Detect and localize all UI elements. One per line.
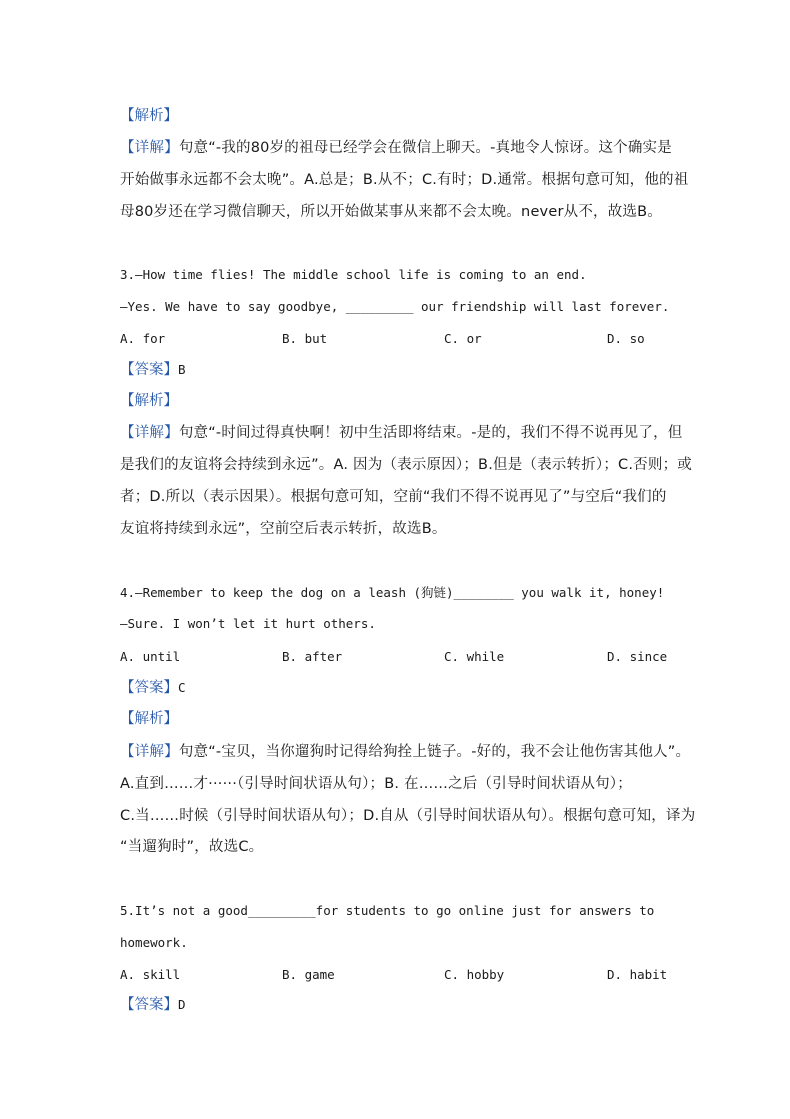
option-c: C. or (444, 331, 482, 346)
answer-value: C (178, 680, 186, 695)
detail-paragraph-line: 【详解】句意“-时间过得真快啊！初中生活即将结束。-是的，我们不得不说再见了，但 (120, 425, 683, 441)
option-b: B. but (282, 331, 328, 346)
answer-value: B (178, 362, 186, 377)
detail-paragraph-line: 【详解】句意“-我的80岁的祖母已经学会在微信上聊天。-真地令人惊讶。这个确实是 (120, 140, 672, 156)
detail-paragraph-line: 开始做事永远都不会太晚”。A.总是；B.从不；C.有时；D.通常。根据句意可知，他的祖 (120, 172, 689, 188)
question-4-answer (120, 676, 186, 697)
detail-paragraph-line: C.当……时候（引导时间状语从句）；D.自从（引导时间状语从句）。根据句意可知，译为 (120, 808, 696, 824)
analysis-tag: 【解析】 (120, 711, 178, 727)
option-d: D. since (607, 649, 668, 664)
option-a: A. until (120, 649, 181, 664)
detail-paragraph-line: “当遛狗时”，故选C。 (120, 839, 264, 855)
option-a: A. skill (120, 967, 181, 982)
detail-tag: 【详解】 (120, 744, 179, 760)
question-4-stem: 4.—Remember to keep the dog on a leash (狗链)________ you walk it, honey! (120, 585, 665, 600)
detail-paragraph-line: 母80岁还在学习微信聊天，所以开始做某事从来都不会太晚。never从不，故选B。 (120, 204, 662, 220)
question-4-stem-reply: —Sure. I won’t let it hurt others. (120, 616, 376, 631)
question-3-stem: 3.—How time flies! The middle school life is coming to an end. (120, 267, 587, 282)
question-5-stem: 5.It’s not a good_________for students to go online just for answers to (120, 903, 655, 918)
detail-paragraph-line: 者；D.所以（表示因果）。根据句意可知，空前“我们不得不说再见了”与空后“我们的 (120, 489, 667, 505)
answer-value: D (178, 997, 186, 1012)
question-5-stem-continued: homework. (120, 935, 188, 950)
answer-tag: 【答案】 (120, 997, 178, 1013)
option-d: D. so (607, 331, 645, 346)
question-3-stem-reply: —Yes. We have to say goodbye, _________ our friendship will last forever. (120, 299, 670, 314)
answer-tag: 【答案】 (120, 680, 178, 696)
option-c: C. hobby (444, 967, 505, 982)
answer-tag: 【答案】 (120, 362, 178, 378)
option-b: B. game (282, 967, 335, 982)
detail-paragraph-line: 友谊将持续到永远”，空前空后表示转折，故选B。 (120, 521, 447, 537)
analysis-tag: 【解析】 (120, 108, 178, 124)
detail-paragraph-line: 是我们的友谊将会持续到永远”。A. 因为（表示原因）；B.但是（表示转折）；C.否则；或 (120, 457, 692, 473)
detail-paragraph-line: A.直到……才······（引导时间状语从句）；B. 在……之后（引导时间状语从句）； (120, 776, 632, 792)
question-3-answer (120, 358, 186, 379)
detail-paragraph-line: 【详解】句意“-宝贝，当你遛狗时记得给狗拴上链子。-好的，我不会让他伤害其他人”。 (120, 744, 691, 760)
detail-tag: 【详解】 (120, 425, 179, 441)
analysis-tag: 【解析】 (120, 393, 178, 409)
option-b: B. after (282, 649, 343, 664)
option-a: A. for (120, 331, 166, 346)
question-5-answer (120, 993, 186, 1014)
detail-tag: 【详解】 (120, 140, 179, 156)
option-c: C. while (444, 649, 505, 664)
option-d: D. habit (607, 967, 668, 982)
